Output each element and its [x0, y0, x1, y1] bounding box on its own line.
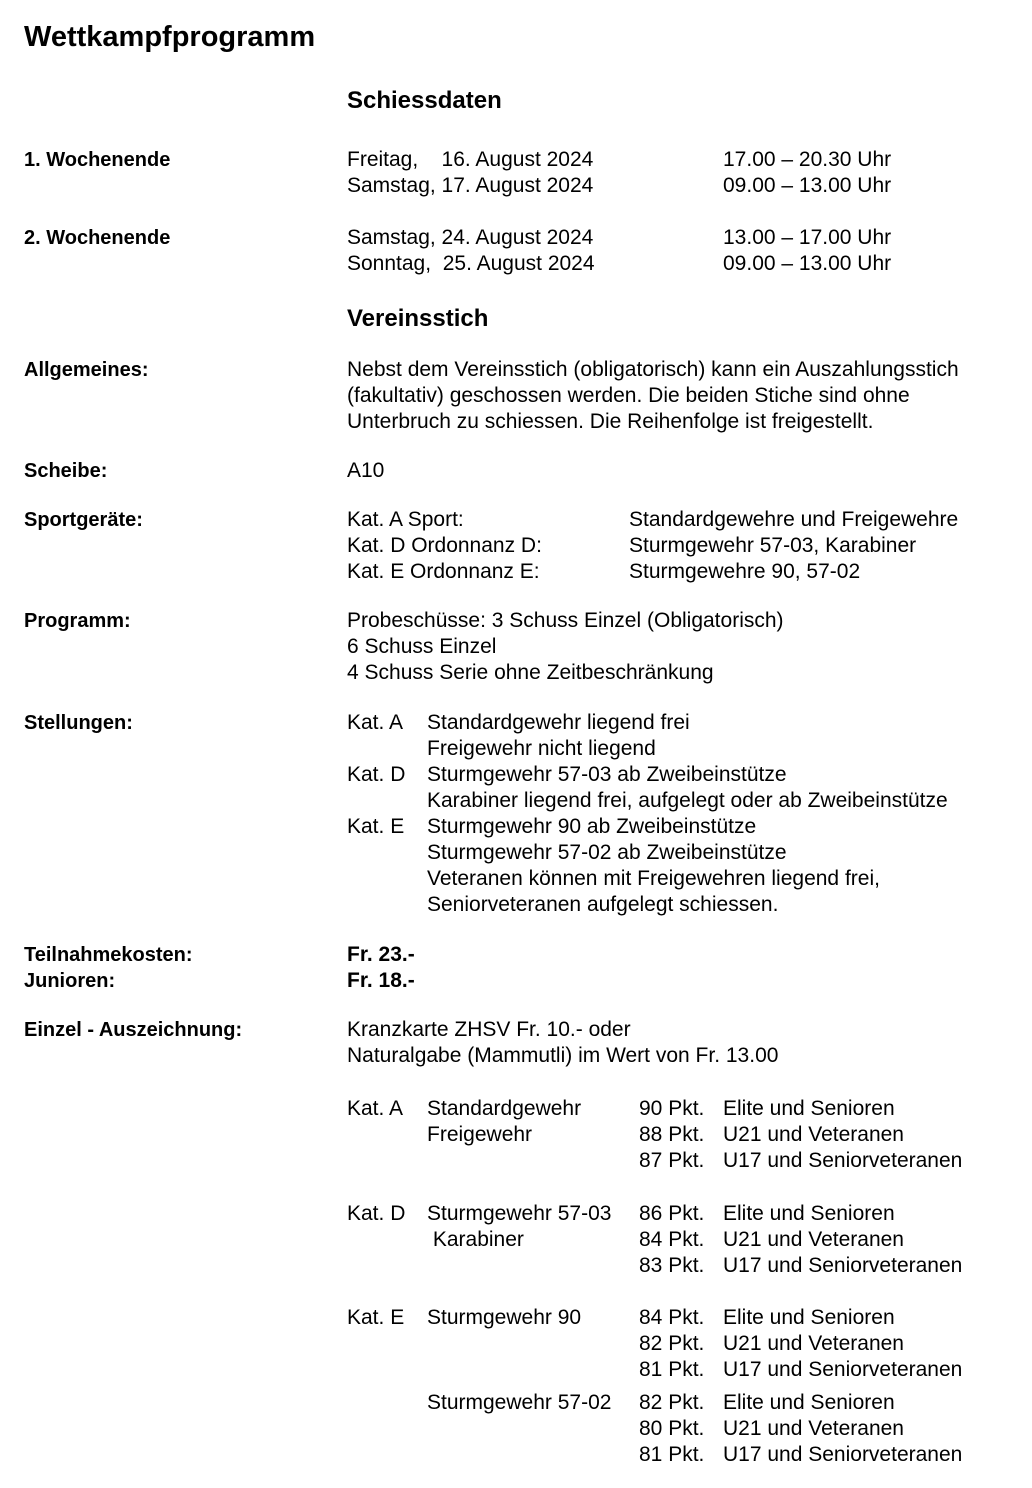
text-line: Standardgewehr liegend frei — [427, 711, 690, 734]
date-line: Samstag, 17. August 2024 — [347, 174, 594, 197]
kat-e-points — [639, 1305, 704, 1383]
allgemeines-label: Allgemeines: — [24, 359, 149, 381]
sportgeraete-label: Sportgeräte: — [24, 509, 143, 531]
points-line: 87 Pkt. — [639, 1149, 705, 1172]
auszeichnung-label: Einzel - Auszeichnung: — [24, 1019, 243, 1041]
class-line: Elite und Senioren — [723, 1202, 895, 1225]
class-line: U17 und Seniorveteranen — [723, 1254, 963, 1277]
date-line: Sonntag, 25. August 2024 — [347, 252, 595, 275]
points-line: 82 Pkt. — [639, 1332, 705, 1355]
weapon-line: Standardgewehr — [427, 1097, 582, 1120]
category-line: Kat. D Ordonnanz D: — [347, 534, 542, 557]
text-line: 6 Schuss Einzel — [347, 635, 497, 658]
weekend-1-label: 1. Wochenende — [24, 149, 171, 171]
stellungen-kat-d: Kat. D — [347, 763, 406, 786]
auszeichnung-kat-d: Kat. D — [347, 1202, 406, 1225]
class-line: U21 und Veteranen — [723, 1417, 904, 1440]
value-line: Sturmgewehr 57-03, Karabiner — [629, 534, 917, 557]
text-line: (fakultativ) geschossen werden. Die beiden Stiche sind ohne — [347, 384, 910, 407]
class-line: Elite und Senioren — [723, 1097, 895, 1120]
points-line: 81 Pkt. — [639, 1443, 705, 1466]
class-line: U17 und Seniorveteranen — [723, 1443, 963, 1466]
category-line: Kat. E Ordonnanz E: — [347, 560, 540, 583]
text-line: Sturmgewehr 57-03 ab Zweibeinstütze — [427, 763, 787, 786]
page-title: Wettkampfprogramm — [24, 21, 316, 53]
class-line: U21 und Veteranen — [723, 1332, 904, 1355]
text-line: Seniorveteranen aufgelegt schiessen. — [427, 893, 779, 916]
text-line: Veteranen können mit Freigewehren liegend frei, — [427, 867, 880, 890]
class-line: Elite und Senioren — [723, 1306, 895, 1329]
class-line: Elite und Senioren — [723, 1391, 895, 1414]
text-line: Kranzkarte ZHSV Fr. 10.- oder — [347, 1018, 631, 1041]
weapon-line: Freigewehr — [427, 1123, 533, 1146]
kat-a-points — [639, 1096, 704, 1174]
weapon-line: Sturmgewehr 90 — [427, 1306, 582, 1329]
time-line: 09.00 – 13.00 Uhr — [723, 252, 892, 275]
section-heading-vereinsstich: Vereinsstich — [347, 305, 489, 332]
kat-d-classes — [723, 1201, 962, 1279]
text-line: Unterbruch zu schiessen. Die Reihenfolge ist freigestellt. — [347, 410, 874, 433]
stgw-57-02-classes — [723, 1390, 962, 1468]
weekend-2-times — [723, 225, 891, 277]
points-line: 90 Pkt. — [639, 1097, 705, 1120]
points-line: 83 Pkt. — [639, 1254, 705, 1277]
kat-d-points — [639, 1201, 704, 1279]
points-line: 86 Pkt. — [639, 1202, 705, 1225]
text-line: Sturmgewehr 90 ab Zweibeinstütze — [427, 815, 757, 838]
stgw-57-02-points — [639, 1390, 704, 1468]
date-line: Freitag, 16. August 2024 — [347, 148, 594, 171]
auszeichnung-kat-e: Kat. E — [347, 1306, 405, 1329]
value-line: Sturmgewehre 90, 57-02 — [629, 560, 861, 583]
junioren-value: Fr. 18.- — [347, 969, 415, 992]
points-line: 82 Pkt. — [639, 1391, 705, 1414]
scheibe-label: Scheibe: — [24, 460, 108, 482]
stellungen-kat-e: Kat. E — [347, 815, 405, 838]
stellungen-label: Stellungen: — [24, 712, 133, 734]
text-line: Freigewehr nicht liegend — [427, 737, 656, 760]
teilnahmekosten-label: Teilnahmekosten: — [24, 944, 193, 966]
weekend-1-times — [723, 147, 891, 199]
class-line: U21 und Veteranen — [723, 1228, 904, 1251]
auszeichnung-kat-a: Kat. A — [347, 1097, 404, 1120]
kat-e-classes — [723, 1305, 962, 1383]
kat-a-weapons — [427, 1096, 581, 1148]
text-line: Probeschüsse: 3 Schuss Einzel (Obligatorisch) — [347, 609, 784, 632]
text-line: Karabiner liegend frei, aufgelegt oder ab Zweibeinstütze — [427, 789, 948, 812]
weapon-line: Sturmgewehr 57-02 — [427, 1391, 612, 1414]
class-line: U17 und Seniorveteranen — [723, 1149, 963, 1172]
programm-label: Programm: — [24, 610, 131, 632]
weekend-2-label: 2. Wochenende — [24, 227, 171, 249]
value-line: Standardgewehre und Freigewehre — [629, 508, 959, 531]
class-line: U21 und Veteranen — [723, 1123, 904, 1146]
stellungen-text — [427, 710, 948, 918]
points-line: 84 Pkt. — [639, 1306, 705, 1329]
sportgeraete-categories — [347, 507, 542, 585]
text-line: Sturmgewehr 57-02 ab Zweibeinstütze — [427, 841, 787, 864]
stellungen-kat-a: Kat. A — [347, 711, 404, 734]
points-line: 81 Pkt. — [639, 1358, 705, 1381]
allgemeines-text — [347, 357, 959, 435]
points-line: 88 Pkt. — [639, 1123, 705, 1146]
weekend-2-dates — [347, 225, 595, 277]
stgw-57-02-weapons — [427, 1390, 611, 1416]
sportgeraete-values — [629, 507, 958, 585]
junioren-label: Junioren: — [24, 970, 116, 992]
points-line: 84 Pkt. — [639, 1228, 705, 1251]
class-line: U17 und Seniorveteranen — [723, 1358, 963, 1381]
time-line: 17.00 – 20.30 Uhr — [723, 148, 892, 171]
text-line: Naturalgabe (Mammutli) im Wert von Fr. 13.00 — [347, 1044, 779, 1067]
date-line: Samstag, 24. August 2024 — [347, 226, 594, 249]
kat-e-weapons — [427, 1305, 581, 1331]
category-line: Kat. A Sport: — [347, 508, 464, 531]
weapon-line: Sturmgewehr 57-03 — [427, 1202, 612, 1225]
scheibe-value: A10 — [347, 459, 385, 482]
time-line: 13.00 – 17.00 Uhr — [723, 226, 892, 249]
section-heading-schiessdaten: Schiessdaten — [347, 87, 502, 114]
kat-d-weapons — [427, 1201, 611, 1253]
text-line: Nebst dem Vereinsstich (obligatorisch) kann ein Auszahlungsstich — [347, 358, 959, 381]
text-line: 4 Schuss Serie ohne Zeitbeschränkung — [347, 661, 714, 684]
weapon-line: Karabiner — [427, 1228, 524, 1251]
programm-text — [347, 608, 784, 686]
teilnahmekosten-value: Fr. 23.- — [347, 943, 415, 966]
time-line: 09.00 – 13.00 Uhr — [723, 174, 892, 197]
auszeichnung-text — [347, 1017, 778, 1069]
kat-a-classes — [723, 1096, 962, 1174]
weekend-1-dates — [347, 147, 593, 199]
points-line: 80 Pkt. — [639, 1417, 705, 1440]
